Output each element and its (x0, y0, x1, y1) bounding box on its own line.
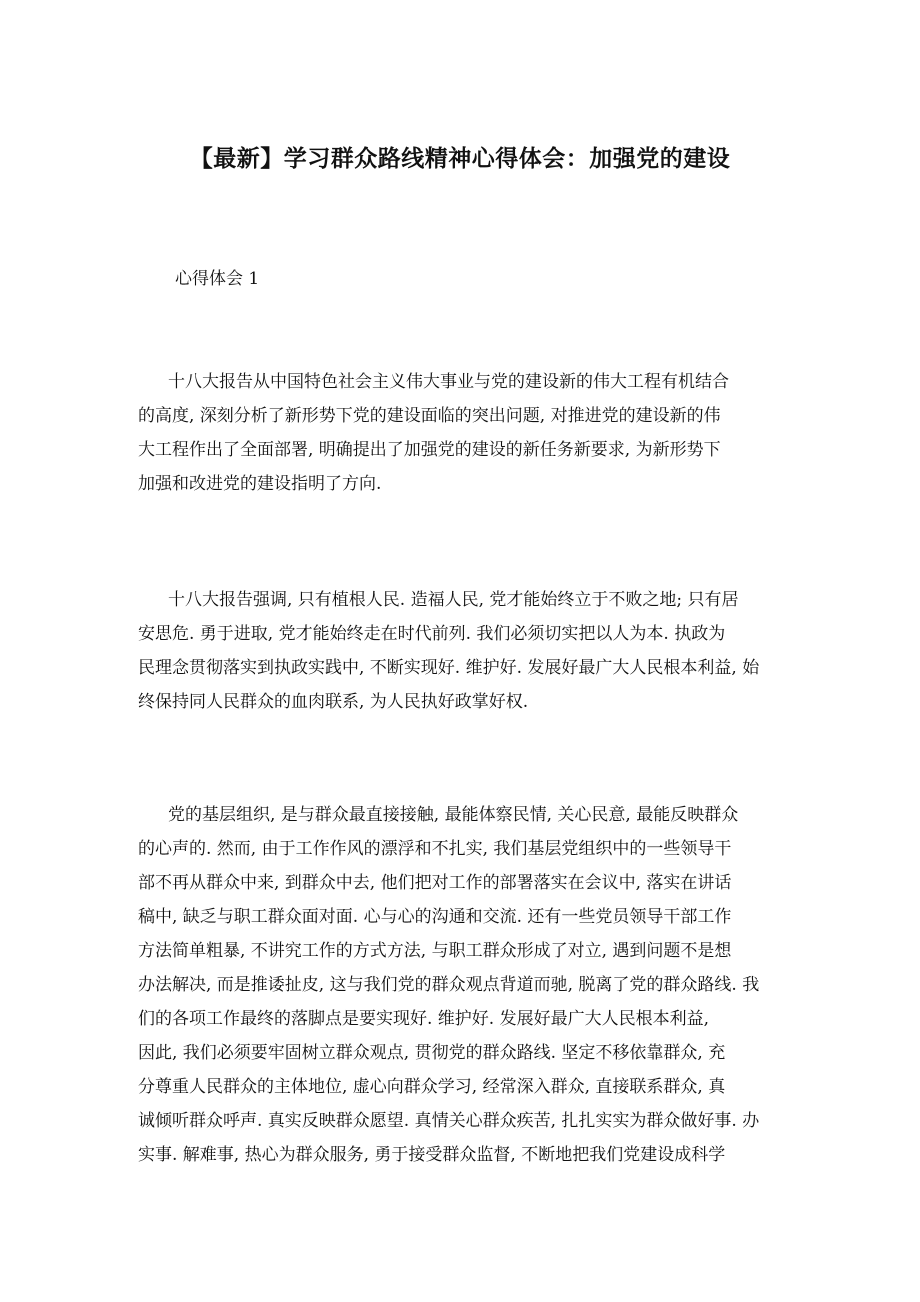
paragraph-line: 方法简单粗暴, 不讲究工作的方式方法, 与职工群众形成了对立, 遇到问题不是想 (138, 941, 732, 961)
paragraph-line: 民理念贯彻落实到执政实践中, 不断实现好. 维护好. 发展好最广大人民根本利益, 始 (138, 658, 760, 678)
paragraph-line: 十八大报告从中国特色社会主义伟大事业与党的建设新的伟大工程有机结合 (168, 372, 729, 392)
paragraph-1 (138, 365, 838, 501)
paragraph-line: 加强和改进党的建设指明了方向. (138, 474, 382, 494)
paragraph-line: 们的各项工作最终的落脚点是要实现好. 维护好. 发展好最广大人民根本利益, (138, 1009, 710, 1029)
paragraph-line: 十八大报告强调, 只有植根人民. 造福人民, 党才能始终立于不败之地; 只有居 (168, 590, 739, 610)
paragraph-3 (138, 798, 838, 1172)
paragraph-line: 分尊重人民群众的主体地位, 虚心向群众学习, 经常深入群众, 直接联系群众, 真 (138, 1077, 726, 1097)
paragraph-line: 的心声的. 然而, 由于工作作风的漂浮和不扎实, 我们基层党组织中的一些领导干 (138, 839, 732, 859)
document-title: 【最新】学习群众路线精神心得体会：加强党的建设 (189, 145, 731, 172)
paragraph-line: 稿中, 缺乏与职工群众面对面. 心与心的沟通和交流. 还有一些党员领导干部工作 (138, 907, 732, 927)
paragraph-line: 终保持同人民群众的血肉联系, 为人民执好政掌好权. (138, 692, 529, 712)
paragraph-line: 大工程作出了全面部署, 明确提出了加强党的建设的新任务新要求, 为新形势下 (138, 440, 721, 460)
paragraph-line: 诚倾听群众呼声. 真实反映群众愿望. 真情关心群众疾苦, 扎扎实实为群众做好事. 办 (138, 1111, 760, 1131)
paragraph-line: 因此, 我们必须要牢固树立群众观点, 贯彻党的群众路线. 坚定不移依靠群众, 充 (138, 1043, 726, 1063)
paragraph-line: 部不再从群众中来, 到群众中去, 他们把对工作的部署落实在会议中, 落实在讲话 (138, 873, 732, 893)
paragraph-2 (138, 583, 838, 719)
paragraph-line: 党的基层组织, 是与群众最直接接触, 最能体察民情, 关心民意, 最能反映群众 (168, 805, 739, 825)
section-heading: 心得体会 1 (175, 269, 260, 289)
paragraph-line: 安思危. 勇于进取, 党才能始终走在时代前列. 我们必须切实把以人为本. 执政为 (138, 624, 726, 644)
paragraph-line: 办法解决, 而是推诿扯皮, 这与我们党的群众观点背道而驰, 脱离了党的群众路线. 我 (138, 975, 760, 995)
paragraph-line: 的高度, 深刻分析了新形势下党的建设面临的突出问题, 对推进党的建设新的伟 (138, 406, 721, 426)
paragraph-line: 实事. 解难事, 热心为群众服务, 勇于接受群众监督, 不断地把我们党建设成科学 (138, 1145, 726, 1165)
